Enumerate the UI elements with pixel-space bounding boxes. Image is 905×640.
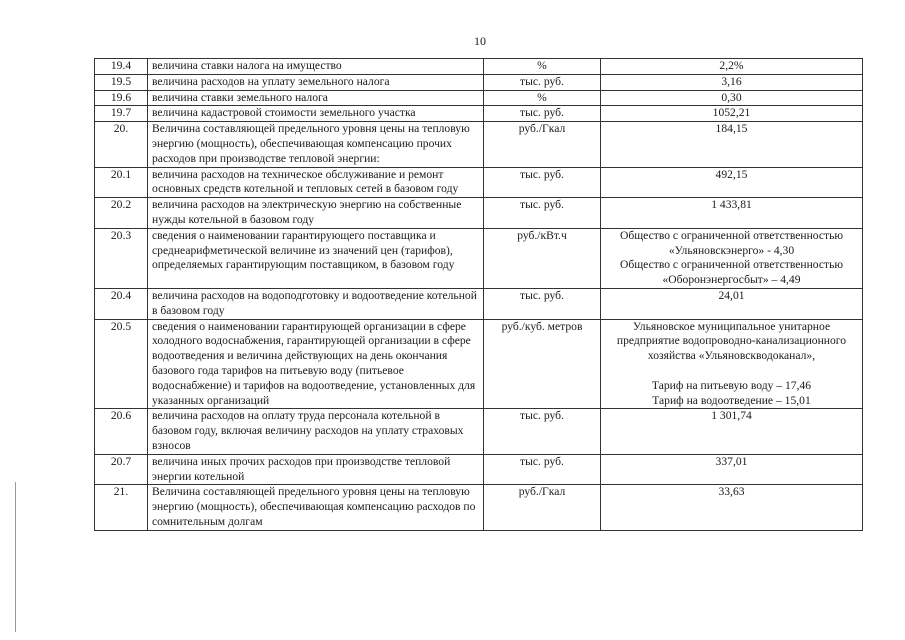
row-number: 20.6 — [95, 409, 148, 454]
row-number: 19.5 — [95, 74, 148, 90]
row-value — [601, 288, 863, 319]
row-unit: тыс. руб. — [484, 288, 601, 319]
row-description: величина иных прочих расходов при производстве тепловой энергии котельной — [148, 454, 484, 485]
row-unit: руб./куб. метров — [484, 319, 601, 409]
row-number: 20.1 — [95, 167, 148, 198]
row-description: Величина составляющей предельного уровня цены на тепловую энергию (мощность), обеспечивающая компенсацию расходов по сомнительным долгам — [148, 485, 484, 530]
row-value-line: хозяйства «Ульяновскводоканал», — [647, 349, 816, 363]
row-value-line: 1 433,81 — [711, 198, 752, 212]
row-value-line: Ульяновское муниципальное унитарное — [632, 319, 831, 333]
page-number: 10 — [474, 34, 486, 48]
table-row — [95, 59, 863, 75]
row-number: 20.2 — [95, 198, 148, 229]
table-row — [95, 74, 863, 90]
row-unit: руб./Гкал — [484, 485, 601, 530]
row-value-line: «Ульяновскэнерго» - 4,30 — [668, 243, 795, 257]
row-number: 20. — [95, 122, 148, 167]
row-number: 20.4 — [95, 288, 148, 319]
table-row — [95, 167, 863, 198]
table-row — [95, 198, 863, 229]
row-value-line: 492,15 — [715, 167, 748, 181]
row-unit: % — [484, 59, 601, 75]
row-description: величина расходов на оплату труда персонала котельной в базовом году, включая величину расходов на уплату страховых взносов — [148, 409, 484, 454]
table-row — [95, 90, 863, 106]
row-description: величина расходов на электрическую энергию на собственные нужды котельной в базовом году — [148, 198, 484, 229]
row-value-line: Тариф на водоотведение – 15,01 — [652, 393, 811, 407]
row-value — [601, 167, 863, 198]
row-value-line: предприятие водопроводно-канализационного — [616, 334, 847, 348]
row-description: Величина составляющей предельного уровня цены на тепловую энергию (мощность), обеспечивающая компенсацию прочих расходов при производстве тепловой энергии: — [148, 122, 484, 167]
row-value-line: 3,16 — [721, 74, 742, 88]
row-value-line: Тариф на питьевую воду – 17,46 — [651, 378, 812, 392]
row-value — [601, 198, 863, 229]
row-description: сведения о наименовании гарантирующего поставщика и среднеарифметической величине из значений цен (тарифов), определяемых гарантирующим поставщиком, в базовом году — [148, 228, 484, 288]
row-value-line: 24,01 — [718, 288, 745, 302]
table-row — [95, 122, 863, 167]
row-value-line — [605, 364, 858, 379]
table-row — [95, 485, 863, 530]
row-unit: тыс. руб. — [484, 167, 601, 198]
row-value — [601, 409, 863, 454]
row-number: 20.5 — [95, 319, 148, 409]
row-number: 20.7 — [95, 454, 148, 485]
row-value-line: 1052,21 — [712, 106, 751, 120]
row-description: величина кадастровой стоимости земельного участка — [148, 106, 484, 122]
row-unit: руб./кВт.ч — [484, 228, 601, 288]
row-number: 19.4 — [95, 59, 148, 75]
row-unit: тыс. руб. — [484, 454, 601, 485]
row-number: 21. — [95, 485, 148, 530]
row-value — [601, 454, 863, 485]
row-value-line: Общество с ограниченной ответственностью — [619, 228, 844, 242]
row-description: величина расходов на водоподготовку и водоотведение котельной в базовом году — [148, 288, 484, 319]
row-value — [601, 90, 863, 106]
row-number: 20.3 — [95, 228, 148, 288]
table-row — [95, 106, 863, 122]
row-unit: руб./Гкал — [484, 122, 601, 167]
row-value — [601, 122, 863, 167]
row-unit: тыс. руб. — [484, 106, 601, 122]
row-description: сведения о наименовании гарантирующей организации в сфере холодного водоснабжения, гарантирующей организации в сфере водоотведения и величина действующих на день окончания базового года тарифов на питьевую воду (питьевое водоснабжение) и тарифов на водоотведение, установленных для указанных организаций — [148, 319, 484, 409]
scan-edge-line — [15, 482, 16, 632]
table-row — [95, 228, 863, 288]
row-value — [601, 106, 863, 122]
row-value-line: 184,15 — [715, 122, 748, 136]
row-value-line: 0,30 — [721, 90, 742, 104]
table-row — [95, 409, 863, 454]
table-row — [95, 454, 863, 485]
table-body — [95, 59, 863, 531]
row-value — [601, 59, 863, 75]
row-number: 19.6 — [95, 90, 148, 106]
row-description: величина расходов на уплату земельного налога — [148, 74, 484, 90]
row-value — [601, 319, 863, 409]
row-value-line: Общество с ограниченной ответственностью — [619, 258, 844, 272]
row-value-line: 337,01 — [715, 454, 748, 468]
tariff-parameters-table — [94, 58, 863, 531]
row-unit: тыс. руб. — [484, 74, 601, 90]
row-value-line: «Оборонэнергосбыт» – 4,49 — [662, 273, 801, 287]
row-number: 19.7 — [95, 106, 148, 122]
table-row — [95, 288, 863, 319]
row-unit: тыс. руб. — [484, 409, 601, 454]
row-unit: тыс. руб. — [484, 198, 601, 229]
row-value-line: 1 301,74 — [711, 409, 752, 423]
row-value — [601, 228, 863, 288]
row-description: величина ставки налога на имущество — [148, 59, 484, 75]
row-value-line: 2,2% — [719, 59, 744, 72]
row-description: величина ставки земельного налога — [148, 90, 484, 106]
row-value — [601, 74, 863, 90]
row-unit: % — [484, 90, 601, 106]
table-row — [95, 319, 863, 409]
row-value-line: 33,63 — [718, 485, 745, 499]
row-description: величина расходов на техническое обслуживание и ремонт основных средств котельной и тепловых сетей в базовом году — [148, 167, 484, 198]
row-value — [601, 485, 863, 530]
